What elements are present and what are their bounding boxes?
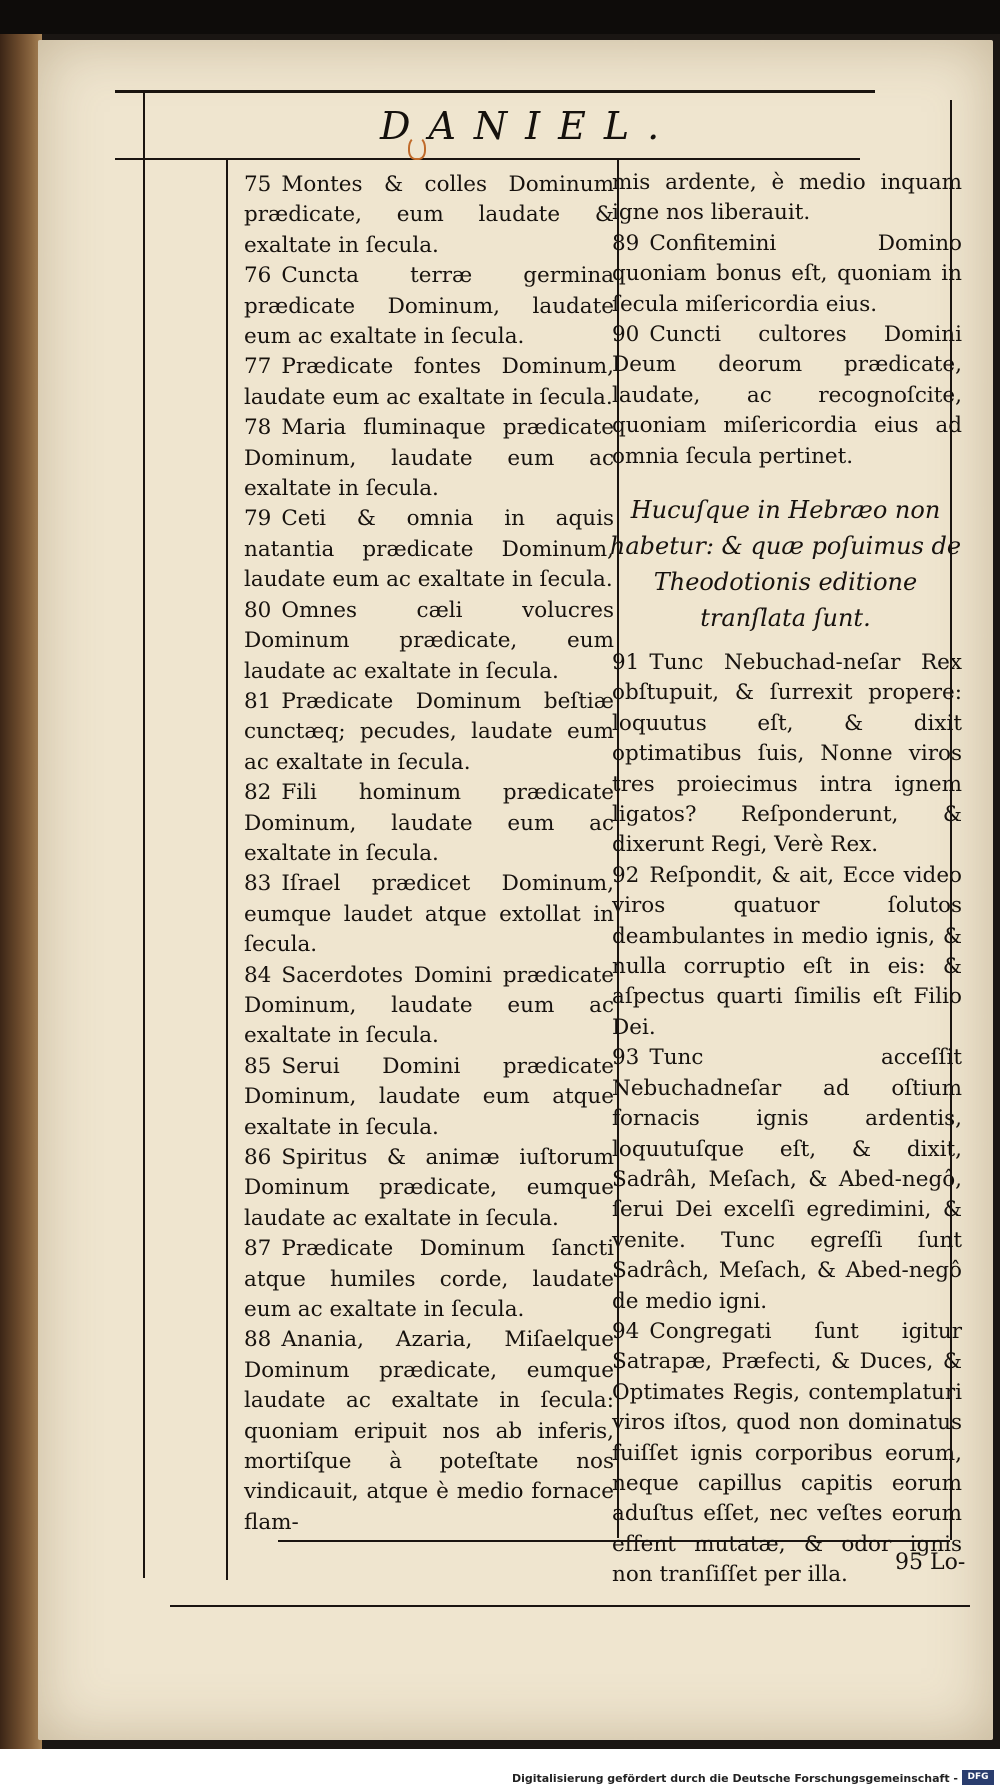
verse-text: Ceti & omnia in aquis natantia prædicate Dominum, laudate eum ac exaltate in ſecula. <box>244 506 614 593</box>
verse-text: Sacerdotes Domini prædicate Dominum, laudate eum ac exaltate in ſecula. <box>244 962 614 1049</box>
verse-text: Prædicate Dominum ſancti atque humiles corde, laudate eum ac exaltate in ſecula. <box>244 1236 614 1323</box>
italic-note: Hucuſque in Hebræo non habetur: & quæ poſuimus de Theodotionis editione tranſlata ſunt. <box>609 496 962 632</box>
left-border <box>143 90 145 1578</box>
verse <box>244 1143 614 1234</box>
verse <box>244 413 614 504</box>
verse-number: 94 <box>612 1318 640 1344</box>
dfg-logo-icon: DFG <box>962 1770 994 1785</box>
verse <box>244 261 614 352</box>
verse <box>612 168 962 229</box>
verse-number: 82 <box>244 780 272 806</box>
right-column-bottom <box>612 648 962 1591</box>
verse-number: 86 <box>244 1145 272 1170</box>
verse-text: Montes & colles Dominum prædicate, eum laudate & exaltate in ſecula. <box>244 172 614 258</box>
verse <box>244 596 614 687</box>
verse-number: 90 <box>612 322 640 348</box>
verse <box>612 320 962 472</box>
footer-credit: Digitalisierung gefördert durch die Deutsche Forschungsgemeinschaft - <box>511 1772 958 1785</box>
verse <box>612 1043 962 1317</box>
top-rule <box>115 90 875 93</box>
page-title: DANIEL. <box>380 104 678 148</box>
verse-number: 84 <box>244 962 272 988</box>
verse-number: 80 <box>244 597 272 623</box>
verse-number: 79 <box>244 506 272 532</box>
verse-number: 87 <box>244 1236 272 1262</box>
verse <box>244 961 614 1052</box>
verse <box>244 352 614 413</box>
right-column-top <box>612 168 962 472</box>
verse <box>244 170 614 261</box>
verse-text: Tunc Nebuchad-neſar Rex obſtupuit, & ſurrexit propere: loquutus eſt, & dixit optimatibus ſuis, Nonne viros tres proiecimus intra ignem ligatos? Reſponderunt, & dixerunt Regi, Verè Rex. <box>612 650 962 858</box>
verse-number: 93 <box>612 1045 640 1071</box>
verse-number: 85 <box>244 1053 272 1079</box>
verse-number: 81 <box>244 688 272 714</box>
verse-text: mis ardente, è medio inquam igne nos liberauit. <box>612 170 962 226</box>
book-spine <box>0 34 42 1749</box>
verse <box>612 861 962 1043</box>
verse <box>244 687 614 778</box>
verse <box>244 1234 614 1325</box>
verse <box>244 504 614 595</box>
verse <box>244 1325 614 1538</box>
verse-text: Confitemini Domino quoniam bonus eſt, quoniam in ſecula miſericordia eius. <box>612 230 962 317</box>
verse <box>244 1052 614 1143</box>
verse-text: Cuncta terræ germina prædicate Dominum, laudate eum ac exaltate in ſecula. <box>244 263 614 350</box>
verse-text: Prædicate Dominum beſtiæ cunctæq; pecudes, laudate eum ac exaltate in ſecula. <box>244 688 614 775</box>
left-column <box>244 170 614 1538</box>
verse-text: Spiritus & animæ iuſtorum Dominum prædicate, eumque laudate ac exaltate in ſecula. <box>244 1145 614 1231</box>
page-bottom-rule <box>170 1605 970 1607</box>
verse-number: 77 <box>244 354 272 380</box>
verse-text: Maria fluminaque prædicate Dominum, laudate eum ac exaltate in ſecula. <box>244 415 614 502</box>
top-edge <box>0 0 1000 34</box>
verse-number: 78 <box>244 415 272 441</box>
verse-text: Omnes cæli volucres Dominum prædicate, eum laudate ac exaltate in ſecula. <box>244 597 614 684</box>
verse-text: Cuncti cultores Domini Deum deorum prædicate, laudate, ac recognoſcite, quoniam miſericordia eius ad omnia ſecula pertinet. <box>612 322 962 469</box>
verse-text: Serui Domini prædicate Dominum, laudate eum atque exaltate in ſecula. <box>244 1053 614 1140</box>
catchword: 95 Lo- <box>895 1550 966 1575</box>
verse-number: 92 <box>612 862 640 888</box>
verse-text: Congregati ſunt igitur Satrapæ, Præfecti, & Duces, & Optimates Regis, contemplaturi viros iſtos, quod non dominatus fuiſſet ignis corporibus eorum, neque capillus capitis eorum aduſtus eſſet, nec veſtes eorum eſſent mutatæ, & odor ignis non tranſiſſet per illa. <box>612 1318 962 1588</box>
inner-left-border <box>226 160 228 1580</box>
ink-mark <box>408 136 426 160</box>
verse <box>612 648 962 861</box>
verse <box>244 869 614 960</box>
verse-number: 88 <box>244 1327 272 1353</box>
verse-number: 91 <box>612 650 640 675</box>
verse-text: Prædicate fontes Dominum, laudate eum ac exaltate in ſecula. <box>244 354 614 410</box>
verse-text: Tunc acceſſit Nebuchadneſar ad oſtium fornacis ignis ardentis, loquutuſque eſt, & dixit, Sadrâh, Meſach, & Abed-negô, ſerui Dei excelſi egredimini, & venite. Tunc egreſſi ſunt Sadrâch, Meſach, & Abed-negô de medio igni. <box>612 1045 962 1314</box>
verse-number: 75 <box>244 172 272 197</box>
verse-text: Fili hominum prædicate Dominum, laudate eum ac exaltate in ſecula. <box>244 780 614 866</box>
verse-number: 83 <box>244 871 272 897</box>
verse-text: Anania, Azaria, Miſaelque Dominum prædicate, eumque laudate ac exaltate in ſecula: quoniam eripuit nos ab inferis, mortiſque à poteſtate nos vindicauit, atque è medio fornace flam- <box>244 1327 614 1535</box>
verse <box>244 778 614 869</box>
verse-text: Iſrael prædicet Dominum, eumque laudet atque extollat in ſecula. <box>244 871 614 958</box>
verse <box>612 229 962 320</box>
verse-number: 89 <box>612 230 640 256</box>
verse-text: Reſpondit, & ait, Ecce video viros quatuor ſolutos deambulantes in medio ignis, & nulla corruptio eſt in eis: & aſpectus quarti ſimilis eſt Filio Dei. <box>612 862 962 1040</box>
verse-number: 76 <box>244 263 272 289</box>
